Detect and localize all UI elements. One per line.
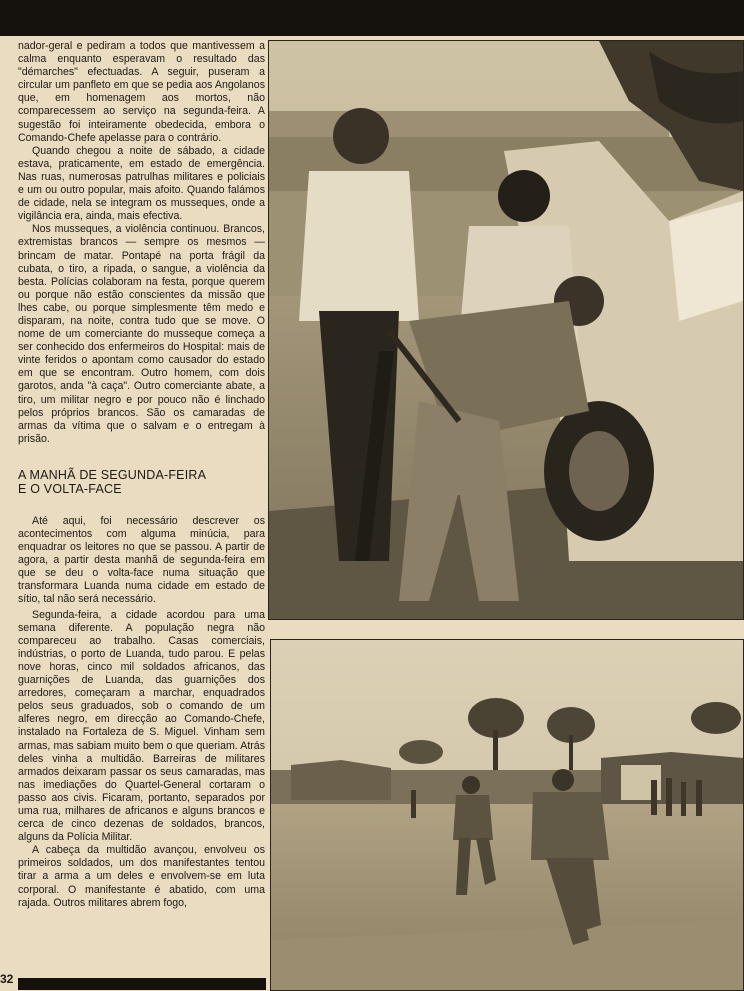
section-heading-line-1: A MANHÃ DE SEGUNDA-FEIRA bbox=[18, 467, 207, 482]
photo-soldier-searching-car bbox=[268, 40, 744, 620]
article-paragraph-5: Segunda-feira, a cidade acordou para uma semana diferente. A população negra não compareceu ao trabalho. Casas comerciais, indústrias, o porto de Luanda, tudo parou. E pelas nove horas, cinco mil soldados africanos, das guarnições de Luanda, das guarnições dos arredores, começaram a marchar, enquadrados pelos seus graduados, sob o comando de um alferes negro, em direcção ao Comando-Chefe, instalado na Fortaleza de S. Miguel. Vinham sem armas, mas sabiam muito bem o que queriam. Atrás deles vinha a multidão. Barreiras de militares armados deixaram passar os seus camaradas, mas nas imediações do Quartel-General cortaram o passo aos civis. Ficaram, portanto, separados por uma rua, milhares de africanos e alguns brancos e cerca de cinco dezenas de soldados, brancos, alguns da Polícia Militar. bbox=[18, 608, 265, 844]
photo-soldier-searching-car-illustration bbox=[269, 41, 743, 619]
article-paragraph-6: A cabeça da multidão avançou, envolveu os primeiros soldados, um dos manifestantes tentou tirar a arma a um deles e envolvem-se em luta corporal. O manifestante é abatido, com uma rajada. Outros militares abrem fogo, bbox=[18, 844, 265, 909]
page-number: 32 bbox=[0, 972, 14, 986]
article-paragraph-4: Até aqui, foi necessário descrever os acontecimentos com alguma minúcia, para enquadrar os leitores no que se passou. A partir de agora, a partir desta manhã de segunda-feira em que se deu o volta-face numa situação que transformara Luanda numa cidade em estado de sítio, tal não será necessário. bbox=[18, 514, 265, 606]
article-paragraph-3: Nos musseques, a violência continuou. Brancos, extremistas brancos — sempre os mesmos — brincam de matar. Pontapé na porta frágil da cubata, o tiro, a ripada, o sangue, a violência da besta. Polícias colaboram na festa, porque querem ou porque não estão conscientes da missão que lhes cabe, ou porque simplesmente têm medo e disparam, na noite, contra tudo que se move. O nome de um comerciante do musseque começa a ser conhecido dos enfermeiros do Hospital: mais de vinte feridos o apontam como causador do estado em que se encontram. Outro homem, com dois garotos, anda "à caça". Outro comerciante abate, a tiro, um militar negro e por pouco não é linchado pelos próprios brancos. São os camaradas de armas da vítima que o salvam e o entregam à prisão. bbox=[18, 223, 265, 445]
photo-soldiers-in-street-illustration bbox=[271, 640, 743, 990]
article-column bbox=[18, 40, 265, 974]
bottom-black-band bbox=[18, 978, 266, 990]
article-paragraph-2: Quando chegou a noite de sábado, a cidade estava, praticamente, em estado de emergência. Nas ruas, numerosas patrulhas militares e policiais e um ou outro popular, mais afoito. Quando falámos de cidade, nela se integram os musseques, onde a vigilância era, ainda, mais efectiva. bbox=[18, 144, 265, 223]
section-heading bbox=[18, 468, 265, 497]
section-heading-line-2: E O VOLTA-FACE bbox=[18, 482, 122, 497]
photo-soldiers-in-street bbox=[270, 639, 744, 991]
top-black-band bbox=[0, 0, 744, 36]
article-paragraph-1: nador-geral e pediram a todos que mantivessem a calma enquanto esperavam o resultado das "démarches" efectuadas. A seguir, puseram a circular um panfleto em que se pedia aos Angolanos que, em homenagem aos mortos, não comparecessem ao serviço na segunda-feira. A sugestão foi inteiramente obedecida, embora o Comando-Chefe apelasse para o contrário. bbox=[18, 40, 265, 144]
